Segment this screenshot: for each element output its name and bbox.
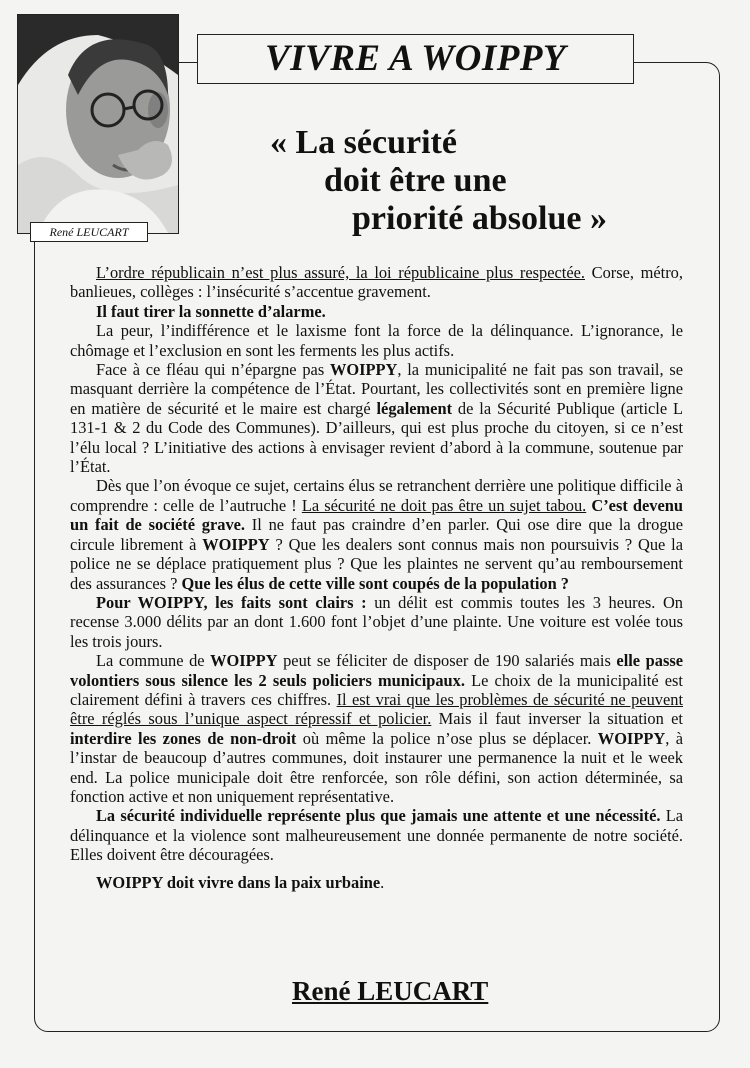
- paragraph-text: La commune de: [96, 651, 211, 671]
- paragraph-text: de la Sécurité Publique (article L 131-1 & 2 du Code des Communes). D’ailleurs, qui est plus proche du citoyen, si ce n’est l’élu local ? L’initiative des actions à envisager revient d’abord à la commune, soutenue par l’État.: [70, 398, 683, 477]
- emphasis-text: Il faut tirer la sonnette d’alarme.: [96, 301, 326, 321]
- paragraph-text: Corse, métro, banlieues, collèges : l’insécurité s’accentue gravement.: [70, 263, 683, 302]
- emphasis-text: C’est devenu un fait de société grave.: [70, 495, 683, 535]
- underlined-text: La sécurité ne doit pas être un sujet tabou.: [301, 495, 587, 515]
- paragraph-text: Mais il faut inverser la situation et: [431, 709, 683, 729]
- emphasis-text: WOIPPY: [210, 651, 278, 671]
- article-paragraph: [70, 263, 683, 302]
- author-signature: René LEUCART: [292, 976, 489, 1006]
- photo-caption: René LEUCART: [30, 222, 148, 242]
- author-photo: [17, 14, 179, 234]
- article-paragraph: [70, 360, 683, 476]
- paragraph-text: La délinquance et la violence sont malheureusement une donnée permanente de notre société. Elles doivent être découragées.: [70, 806, 683, 865]
- emphasis-text: interdire les zones de non-droit: [70, 728, 297, 748]
- emphasis-text: légalement: [376, 398, 453, 418]
- paragraph-text: , à l’instar de beaucoup d’autres communes, doit instaurer une permanence la nuit et le week end. La police municipale doit être renforcée, son rôle défini, son action déterminée, sa fonction active et non uniquement représentative.: [70, 728, 683, 806]
- paragraph-text: où même la police n’ose plus se déplacer.: [296, 728, 598, 748]
- emphasis-text: Que les élus de cette ville sont coupés de la population ?: [181, 573, 569, 593]
- article-paragraph: [70, 302, 683, 321]
- quote-line-1: « La sécurité: [270, 124, 457, 161]
- paragraph-text: Le choix de la municipalité est clairement défini à travers ces chiffres.: [70, 670, 683, 709]
- underlined-text: Il est vrai que les problèmes de sécurité ne peuvent être réglés sous l’unique aspect répressif et policier.: [70, 689, 683, 729]
- paragraph-text: Dès que l’on évoque ce sujet, certains élus se retranchent derrière une politique difficile à comprendre : celle de l’autruche !: [70, 476, 683, 515]
- article-paragraph: [70, 806, 683, 864]
- paragraph-text: Face à ce fléau qui n’épargne pas: [96, 360, 330, 380]
- paragraph-text: La peur, l’indifférence et le laxisme font la force de la délinquance. L’ignorance, le chômage et l’exclusion en sont les ferments les plus actifs.: [70, 321, 683, 360]
- article-paragraph: [70, 873, 683, 892]
- article-paragraph: [70, 476, 683, 592]
- paragraph-text: Il ne faut pas craindre d’en parler. Qui ose dire que la drogue circule librement à: [70, 515, 683, 554]
- paragraph-text: , la municipalité ne fait pas son travail, se masquant derrière la compétence de l’État. Pourtant, les collectivités sont en première ligne en matière de sécurité et le maire est chargé: [70, 360, 683, 418]
- article-paragraph: [70, 321, 683, 360]
- quote-line-2: doit être une: [324, 162, 507, 199]
- paragraph-text: .: [380, 872, 385, 892]
- emphasis-text: WOIPPY doit vivre dans la paix urbaine: [96, 872, 381, 892]
- article-paragraph: [70, 651, 683, 806]
- emphasis-text: La sécurité individuelle représente plus que jamais une attente et une nécessité.: [96, 806, 661, 826]
- emphasis-text: Pour WOIPPY, les faits sont clairs :: [96, 592, 367, 612]
- paragraph-text: peut se féliciter de disposer de 190 salariés mais: [277, 651, 617, 671]
- underlined-text: L’ordre républicain n’est plus assuré, la loi républicaine plus respectée.: [96, 263, 585, 282]
- quote-line-3: priorité absolue »: [352, 200, 607, 237]
- article-paragraph: [70, 593, 683, 651]
- article-body: [70, 263, 683, 892]
- emphasis-text: WOIPPY: [597, 728, 666, 748]
- paragraph-text: ? Que les dealers sont connus mais non poursuivis ? Que la police ne se déplace pratiquement plus ? Que les plaintes ne servent qu’au remboursement des assurances ?: [70, 534, 683, 593]
- emphasis-text: WOIPPY: [202, 534, 270, 554]
- page-title: VIVRE A WOIPPY: [197, 34, 634, 84]
- emphasis-text: WOIPPY: [329, 360, 398, 380]
- paragraph-text: un délit est commis toutes les 3 heures. On recense 3.000 délits par an dont 1.600 font l’objet d’une plainte. Une voiture est volée tous les trois jours.: [70, 592, 683, 651]
- emphasis-text: elle passe volontiers sous silence les 2 seuls policiers municipaux.: [70, 651, 684, 690]
